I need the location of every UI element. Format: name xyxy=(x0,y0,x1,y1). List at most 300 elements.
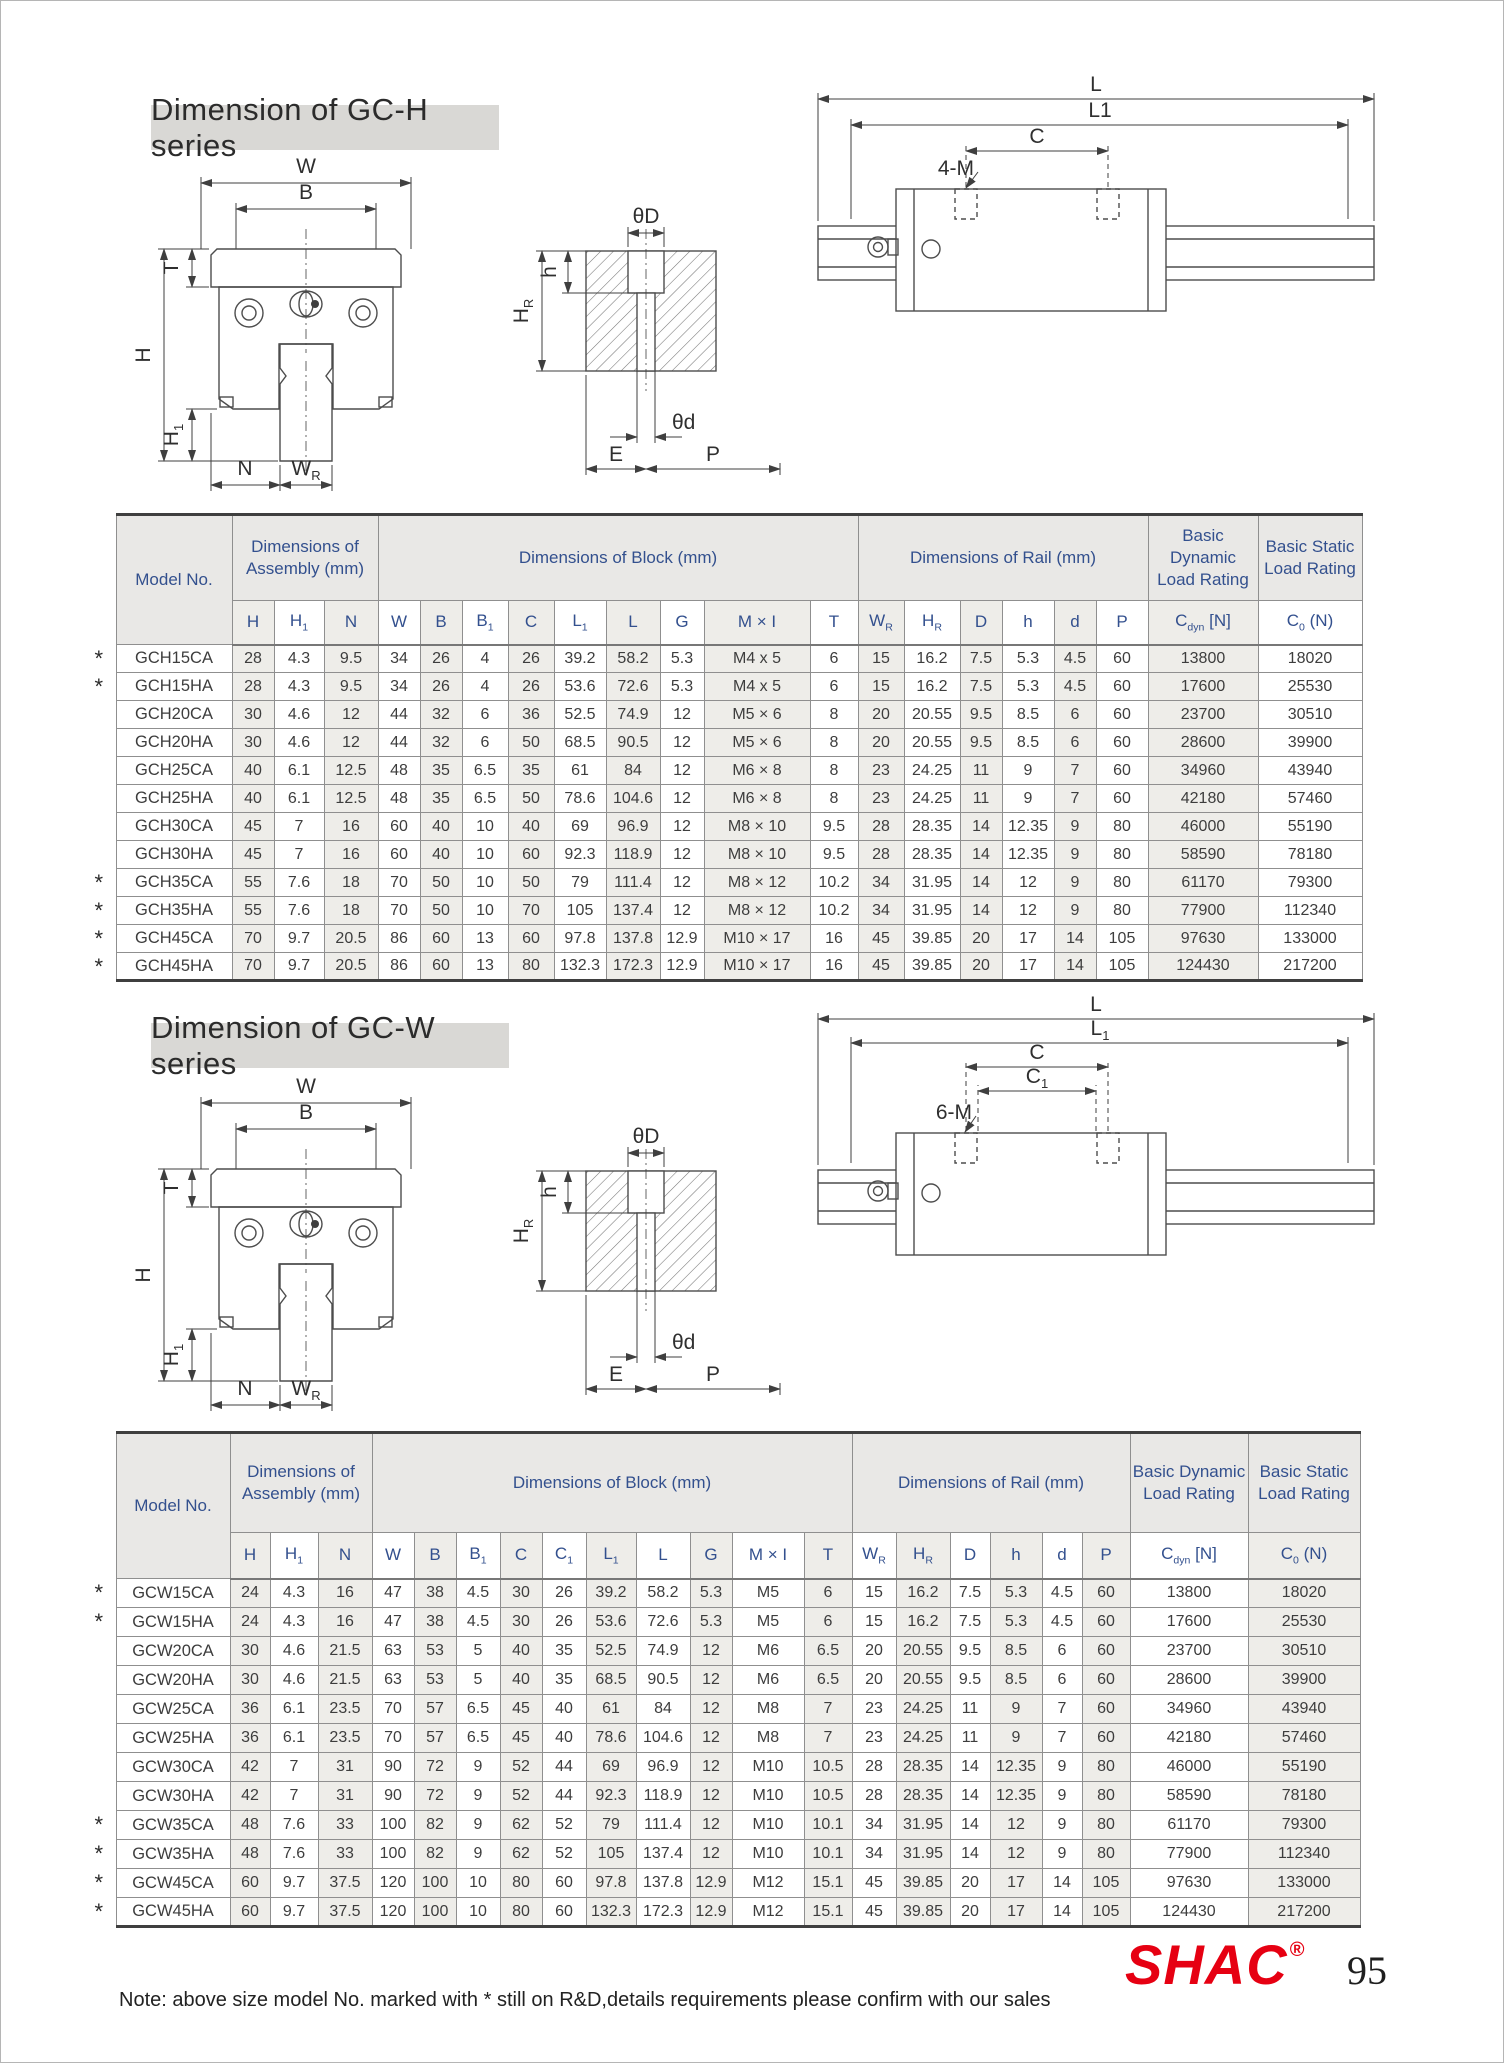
value-cell: 70 xyxy=(232,925,274,953)
value-cell: 48 xyxy=(230,1811,270,1840)
column-header: P xyxy=(1082,1533,1130,1579)
value-cell: 4.6 xyxy=(270,1666,318,1695)
value-cell: 12 xyxy=(660,897,704,925)
value-cell: 15.1 xyxy=(804,1898,852,1927)
value-cell: 10.5 xyxy=(804,1753,852,1782)
value-cell: 8.5 xyxy=(990,1666,1042,1695)
value-cell: 7.6 xyxy=(270,1840,318,1869)
value-cell: 45 xyxy=(858,925,904,953)
value-cell: 16.2 xyxy=(904,673,960,701)
value-cell: 52 xyxy=(542,1840,586,1869)
gcw-side-view xyxy=(818,993,1374,1255)
value-cell: 9.5 xyxy=(960,729,1002,757)
value-cell: 35 xyxy=(542,1637,586,1666)
value-cell: 105 xyxy=(1096,925,1148,953)
value-cell: 28600 xyxy=(1148,729,1258,757)
value-cell: 45 xyxy=(232,841,274,869)
value-cell: 40 xyxy=(542,1695,586,1724)
value-cell: 9.5 xyxy=(324,673,378,701)
rd-flag-cell xyxy=(82,1782,116,1811)
value-cell: M10 xyxy=(732,1811,804,1840)
value-cell: 80 xyxy=(1096,869,1148,897)
model-cell: GCW45HA xyxy=(116,1898,230,1927)
value-cell: 61 xyxy=(554,757,606,785)
value-cell: 62 xyxy=(500,1811,542,1840)
value-cell: 60 xyxy=(542,1898,586,1927)
value-cell: 60 xyxy=(230,1898,270,1927)
dim-label-c: C xyxy=(1029,1041,1045,1064)
value-cell: 100 xyxy=(372,1840,414,1869)
value-cell: 12 xyxy=(690,1637,732,1666)
value-cell: 34960 xyxy=(1148,757,1258,785)
value-cell: 28 xyxy=(858,841,904,869)
value-cell: 4 xyxy=(462,673,508,701)
rd-flag-cell xyxy=(82,1666,116,1695)
value-cell: 55 xyxy=(232,869,274,897)
value-cell: 12.9 xyxy=(690,1898,732,1927)
value-cell: 57 xyxy=(414,1695,456,1724)
model-cell: GCW45CA xyxy=(116,1869,230,1898)
table-row xyxy=(82,869,1362,897)
column-header: $H_R$ xyxy=(896,1533,950,1579)
value-cell: 92.3 xyxy=(554,841,606,869)
column-group-header: Basic Dynamic Load Rating xyxy=(1130,1433,1248,1533)
value-cell: 118.9 xyxy=(606,841,660,869)
value-cell: 12 xyxy=(690,1753,732,1782)
value-cell: 30 xyxy=(232,729,274,757)
brand-text: SHAC xyxy=(1125,1933,1288,1996)
value-cell: 137.8 xyxy=(606,925,660,953)
value-cell: 17 xyxy=(990,1869,1042,1898)
value-cell: 12 xyxy=(690,1840,732,1869)
value-cell: 30 xyxy=(230,1666,270,1695)
table-subheader-row xyxy=(82,1533,1360,1579)
value-cell: 20.55 xyxy=(896,1666,950,1695)
column-header: $W_R$ xyxy=(852,1533,896,1579)
value-cell: 5.3 xyxy=(1002,645,1054,673)
value-cell: 4.6 xyxy=(274,729,324,757)
value-cell: M6 × 8 xyxy=(704,757,810,785)
value-cell: 11 xyxy=(950,1695,990,1724)
value-cell: 28 xyxy=(858,813,904,841)
value-cell: 12 xyxy=(660,701,704,729)
table-row xyxy=(82,897,1362,925)
rd-flag-cell xyxy=(82,1695,116,1724)
value-cell: 9 xyxy=(1054,813,1096,841)
value-cell: 17600 xyxy=(1148,673,1258,701)
rd-flag-cell: * xyxy=(82,897,116,925)
rd-flag-header xyxy=(82,515,116,645)
value-cell: 79 xyxy=(554,869,606,897)
value-cell: 14 xyxy=(950,1782,990,1811)
value-cell: 100 xyxy=(414,1898,456,1927)
column-header: $C_1$ xyxy=(542,1533,586,1579)
rd-flag-cell: * xyxy=(82,1811,116,1840)
model-cell: GCW20CA xyxy=(116,1637,230,1666)
model-cell: GCW35HA xyxy=(116,1840,230,1869)
column-header: $C_0$ (N) xyxy=(1248,1533,1360,1579)
value-cell: 5.3 xyxy=(690,1608,732,1637)
column-header: $C_{dyn}$ [N] xyxy=(1130,1533,1248,1579)
value-cell: 23 xyxy=(858,757,904,785)
column-header: T xyxy=(804,1533,852,1579)
value-cell: 34 xyxy=(858,897,904,925)
value-cell: 60 xyxy=(420,953,462,981)
column-group-header: Basic Static Load Rating xyxy=(1248,1433,1360,1533)
value-cell: 10.2 xyxy=(810,869,858,897)
value-cell: 90.5 xyxy=(636,1666,690,1695)
value-cell: 60 xyxy=(1082,1666,1130,1695)
value-cell: 137.4 xyxy=(636,1840,690,1869)
value-cell: 5.3 xyxy=(1002,673,1054,701)
value-cell: 42 xyxy=(230,1782,270,1811)
value-cell: 72.6 xyxy=(606,673,660,701)
gcw-dimension-table xyxy=(82,1431,1361,1928)
value-cell: 20 xyxy=(950,1898,990,1927)
dim-label-p: P xyxy=(705,443,721,466)
value-cell: 26 xyxy=(420,673,462,701)
column-group-header: Basic Static Load Rating xyxy=(1258,515,1362,601)
value-cell: 14 xyxy=(1054,925,1096,953)
column-header: M × I xyxy=(732,1533,804,1579)
value-cell: 7 xyxy=(1054,757,1096,785)
value-cell: 23.5 xyxy=(318,1695,372,1724)
value-cell: 55190 xyxy=(1248,1753,1360,1782)
value-cell: 47 xyxy=(372,1579,414,1608)
value-cell: 34 xyxy=(378,645,420,673)
value-cell: 7.5 xyxy=(950,1579,990,1608)
value-cell: 5.3 xyxy=(690,1579,732,1608)
page-title: Dimension of GC-W series xyxy=(151,1009,436,1081)
model-cell: GCW30HA xyxy=(116,1782,230,1811)
dim-label-h1: $H_1$ xyxy=(160,1343,186,1367)
value-cell: 20 xyxy=(852,1637,896,1666)
rd-flag-cell xyxy=(82,813,116,841)
value-cell: 120 xyxy=(372,1898,414,1927)
value-cell: 105 xyxy=(1096,953,1148,981)
value-cell: 24 xyxy=(230,1608,270,1637)
value-cell: 32 xyxy=(420,729,462,757)
value-cell: 14 xyxy=(960,869,1002,897)
value-cell: 97.8 xyxy=(586,1869,636,1898)
dim-label-e: E xyxy=(608,1363,624,1386)
dim-label-hr: $H_R$ xyxy=(510,298,536,324)
value-cell: 52 xyxy=(542,1811,586,1840)
value-cell: 12.5 xyxy=(324,757,378,785)
value-cell: 18 xyxy=(324,869,378,897)
value-cell: 80 xyxy=(500,1869,542,1898)
gch-front-view xyxy=(132,155,411,491)
value-cell: 39.85 xyxy=(896,1898,950,1927)
value-cell: 44 xyxy=(378,729,420,757)
value-cell: M10 × 17 xyxy=(704,953,810,981)
value-cell: 4.5 xyxy=(1054,645,1096,673)
value-cell: 6.1 xyxy=(274,785,324,813)
table-row xyxy=(82,1869,1360,1898)
value-cell: 78180 xyxy=(1248,1782,1360,1811)
value-cell: 7.5 xyxy=(960,645,1002,673)
value-cell: 104.6 xyxy=(606,785,660,813)
value-cell: 55 xyxy=(232,897,274,925)
value-cell: 9 xyxy=(990,1695,1042,1724)
value-cell: 28.35 xyxy=(896,1782,950,1811)
value-cell: 69 xyxy=(586,1753,636,1782)
value-cell: 79300 xyxy=(1258,869,1362,897)
value-cell: 217200 xyxy=(1258,953,1362,981)
dim-label-n: N xyxy=(237,457,253,480)
value-cell: 9.7 xyxy=(270,1898,318,1927)
value-cell: 45 xyxy=(858,953,904,981)
value-cell: 25530 xyxy=(1248,1608,1360,1637)
value-cell: 111.4 xyxy=(606,869,660,897)
rd-flag-cell xyxy=(82,757,116,785)
value-cell: 34960 xyxy=(1130,1695,1248,1724)
column-header: Model No. xyxy=(116,515,232,645)
column-header: Model No. xyxy=(116,1433,230,1579)
column-group-header: Dimensions of Block (mm) xyxy=(372,1433,852,1533)
value-cell: 4.5 xyxy=(456,1608,500,1637)
value-cell: 9.7 xyxy=(274,953,324,981)
value-cell: 52 xyxy=(500,1782,542,1811)
dim-label-h-small: h xyxy=(538,266,561,278)
value-cell: 39.85 xyxy=(904,953,960,981)
table-row xyxy=(82,1637,1360,1666)
table-subheader-row xyxy=(82,601,1362,645)
value-cell: 133000 xyxy=(1258,925,1362,953)
value-cell: 80 xyxy=(1082,1811,1130,1840)
value-cell: 24 xyxy=(230,1579,270,1608)
model-cell: GCH25CA xyxy=(116,757,232,785)
rd-flag-cell: * xyxy=(82,925,116,953)
value-cell: 90.5 xyxy=(606,729,660,757)
value-cell: 9 xyxy=(1042,1840,1082,1869)
value-cell: M10 xyxy=(732,1840,804,1869)
value-cell: 10 xyxy=(456,1869,500,1898)
value-cell: 112340 xyxy=(1258,897,1362,925)
rd-flag-cell xyxy=(82,785,116,813)
value-cell: 26 xyxy=(420,645,462,673)
value-cell: 9.7 xyxy=(274,925,324,953)
value-cell: 14 xyxy=(950,1811,990,1840)
value-cell: 97630 xyxy=(1130,1869,1248,1898)
gcw-rail-section-view xyxy=(510,1125,780,1395)
value-cell: 14 xyxy=(960,897,1002,925)
column-group-header: Dimensions of Assembly (mm) xyxy=(230,1433,372,1533)
table-row xyxy=(82,841,1362,869)
value-cell: 6.5 xyxy=(456,1695,500,1724)
value-cell: 58.2 xyxy=(636,1579,690,1608)
value-cell: 12 xyxy=(690,1695,732,1724)
value-cell: 58590 xyxy=(1148,841,1258,869)
table-row xyxy=(82,1666,1360,1695)
value-cell: 36 xyxy=(230,1695,270,1724)
value-cell: 52.5 xyxy=(586,1637,636,1666)
value-cell: 100 xyxy=(372,1811,414,1840)
dim-label-theta-d-small: θd xyxy=(672,1331,696,1354)
table-header-row xyxy=(82,1433,1360,1533)
value-cell: 5 xyxy=(456,1666,500,1695)
value-cell: 6.5 xyxy=(804,1666,852,1695)
value-cell: 39900 xyxy=(1248,1666,1360,1695)
column-header: $C_{dyn}$ [N] xyxy=(1148,601,1258,645)
gch-table-block xyxy=(82,513,1363,982)
value-cell: 12 xyxy=(990,1811,1042,1840)
rd-flag-cell: * xyxy=(82,673,116,701)
value-cell: 68.5 xyxy=(586,1666,636,1695)
model-cell: GCH35CA xyxy=(116,869,232,897)
value-cell: 5.3 xyxy=(990,1608,1042,1637)
value-cell: 28 xyxy=(852,1753,896,1782)
value-cell: 60 xyxy=(378,813,420,841)
value-cell: 39.85 xyxy=(896,1869,950,1898)
gcw-front-view xyxy=(132,1075,411,1411)
value-cell: 74.9 xyxy=(606,701,660,729)
value-cell: 25530 xyxy=(1258,673,1362,701)
value-cell: 79300 xyxy=(1248,1811,1360,1840)
model-cell: GCW35CA xyxy=(116,1811,230,1840)
gch-rail-section-view xyxy=(510,205,780,475)
table-row xyxy=(82,1579,1360,1608)
value-cell: 26 xyxy=(542,1579,586,1608)
value-cell: 105 xyxy=(554,897,606,925)
value-cell: 6 xyxy=(462,701,508,729)
rd-flag-cell xyxy=(82,1753,116,1782)
column-header: T xyxy=(810,601,858,645)
column-group-header: Dimensions of Rail (mm) xyxy=(852,1433,1130,1533)
table-row xyxy=(82,757,1362,785)
value-cell: 7.6 xyxy=(274,897,324,925)
value-cell: 39.2 xyxy=(586,1579,636,1608)
value-cell: 46000 xyxy=(1148,813,1258,841)
value-cell: 82 xyxy=(414,1811,456,1840)
value-cell: 12.35 xyxy=(990,1753,1042,1782)
value-cell: 7.5 xyxy=(950,1608,990,1637)
value-cell: 105 xyxy=(1082,1898,1130,1927)
dim-label-l: L xyxy=(1090,73,1102,96)
value-cell: 12 xyxy=(690,1666,732,1695)
value-cell: 8 xyxy=(810,729,858,757)
value-cell: 43940 xyxy=(1258,757,1362,785)
value-cell: 7.6 xyxy=(270,1811,318,1840)
value-cell: 39.2 xyxy=(554,645,606,673)
value-cell: 6 xyxy=(804,1608,852,1637)
value-cell: 30 xyxy=(500,1608,542,1637)
model-cell: GCH30HA xyxy=(116,841,232,869)
rd-flag-header xyxy=(82,1433,116,1579)
value-cell: 35 xyxy=(508,757,554,785)
value-cell: 16 xyxy=(324,841,378,869)
value-cell: 137.4 xyxy=(606,897,660,925)
value-cell: 4 xyxy=(462,645,508,673)
dim-label-theta-d-cap: θD xyxy=(632,205,660,228)
value-cell: 12.5 xyxy=(324,785,378,813)
column-header: P xyxy=(1096,601,1148,645)
value-cell: 23 xyxy=(858,785,904,813)
value-cell: 12 xyxy=(690,1811,732,1840)
value-cell: 31.95 xyxy=(896,1811,950,1840)
value-cell: 4.3 xyxy=(270,1608,318,1637)
value-cell: 31.95 xyxy=(896,1840,950,1869)
value-cell: 24.25 xyxy=(904,757,960,785)
value-cell: 45 xyxy=(852,1869,896,1898)
rd-flag-cell xyxy=(82,729,116,757)
value-cell: 12 xyxy=(1002,869,1054,897)
value-cell: 21.5 xyxy=(318,1666,372,1695)
column-header: C xyxy=(500,1533,542,1579)
value-cell: 45 xyxy=(500,1695,542,1724)
dim-label-p: P xyxy=(705,1363,721,1386)
value-cell: 57 xyxy=(414,1724,456,1753)
value-cell: 5.3 xyxy=(990,1579,1042,1608)
value-cell: 40 xyxy=(542,1724,586,1753)
value-cell: 4.5 xyxy=(1042,1608,1082,1637)
rd-flag-cell xyxy=(82,1637,116,1666)
value-cell: 7.5 xyxy=(960,673,1002,701)
value-cell: 34 xyxy=(852,1840,896,1869)
value-cell: 53.6 xyxy=(554,673,606,701)
column-header: h xyxy=(1002,601,1054,645)
table-row xyxy=(82,701,1362,729)
value-cell: 20.5 xyxy=(324,953,378,981)
model-cell: GCW25HA xyxy=(116,1724,230,1753)
value-cell: 44 xyxy=(378,701,420,729)
value-cell: 9.5 xyxy=(950,1666,990,1695)
value-cell: 5.3 xyxy=(660,645,704,673)
value-cell: 7 xyxy=(274,841,324,869)
value-cell: 45 xyxy=(852,1898,896,1927)
value-cell: 12 xyxy=(660,757,704,785)
value-cell: 6.1 xyxy=(270,1724,318,1753)
value-cell: 34 xyxy=(858,869,904,897)
value-cell: 42180 xyxy=(1130,1724,1248,1753)
value-cell: 12.35 xyxy=(990,1782,1042,1811)
value-cell: 31 xyxy=(318,1782,372,1811)
value-cell: 60 xyxy=(1096,645,1148,673)
value-cell: 4.6 xyxy=(274,701,324,729)
value-cell: 8.5 xyxy=(1002,701,1054,729)
value-cell: 6.5 xyxy=(462,757,508,785)
value-cell: 5.3 xyxy=(660,673,704,701)
column-header: H xyxy=(232,601,274,645)
value-cell: 28 xyxy=(852,1782,896,1811)
value-cell: 60 xyxy=(1082,1579,1130,1608)
dim-label-b: B xyxy=(298,181,314,204)
column-header: N xyxy=(318,1533,372,1579)
value-cell: 57460 xyxy=(1248,1724,1360,1753)
value-cell: 124430 xyxy=(1148,953,1258,981)
value-cell: 28 xyxy=(232,673,274,701)
value-cell: 4.3 xyxy=(274,645,324,673)
value-cell: 78.6 xyxy=(554,785,606,813)
value-cell: 16 xyxy=(810,953,858,981)
rd-flag-cell: * xyxy=(82,645,116,673)
value-cell: 12.35 xyxy=(1002,813,1054,841)
value-cell: 78.6 xyxy=(586,1724,636,1753)
value-cell: 172.3 xyxy=(636,1898,690,1927)
value-cell: 32 xyxy=(420,701,462,729)
column-header: B xyxy=(420,601,462,645)
value-cell: 12 xyxy=(690,1782,732,1811)
column-header: N xyxy=(324,601,378,645)
value-cell: 12 xyxy=(690,1724,732,1753)
value-cell: 15.1 xyxy=(804,1869,852,1898)
value-cell: 60 xyxy=(1096,673,1148,701)
value-cell: 4.5 xyxy=(1042,1579,1082,1608)
value-cell: 23700 xyxy=(1148,701,1258,729)
value-cell: 10 xyxy=(462,869,508,897)
rd-flag-cell: * xyxy=(82,869,116,897)
value-cell: 40 xyxy=(232,785,274,813)
